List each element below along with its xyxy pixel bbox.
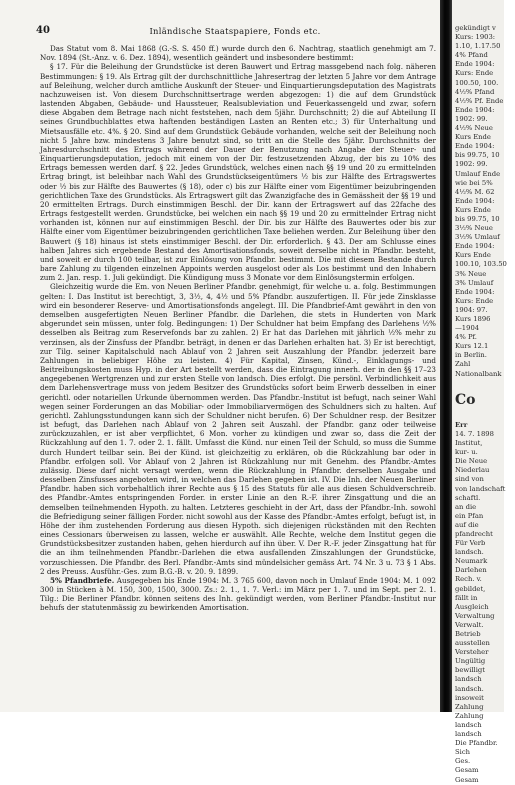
- right-page-line: Ende 1904:: [455, 242, 495, 251]
- right-page-line: 4½% M. 62: [455, 187, 495, 196]
- right-page-line: 1902: 99.: [455, 160, 488, 169]
- right-page-line: fällt in: [455, 593, 478, 602]
- right-page-line: Gesam: [455, 766, 479, 775]
- right-page-line: Zahlung: [455, 711, 484, 720]
- right-page-text: [455, 24, 515, 785]
- right-page-line: Die Neue: [455, 457, 488, 466]
- right-page-line: 1902: 99.: [455, 114, 488, 123]
- right-page-line: Ende 1904:: [455, 287, 495, 296]
- right-page-line: 4½% Neue: [455, 124, 493, 133]
- right-page-line: 1.10, 1.17.50: [455, 42, 501, 51]
- right-page-line: Kurs 1896: [455, 315, 491, 323]
- right-page-line: Kurs Ende: [455, 251, 491, 260]
- page-header: [36, 25, 434, 37]
- right-page-line: 4% Pf.: [455, 333, 477, 342]
- right-page-line: Darlehen: [455, 566, 487, 575]
- right-page-line: insoweit: [455, 693, 484, 702]
- right-page-line: 3½% Neue: [455, 224, 493, 233]
- right-page: [452, 0, 507, 784]
- right-page-line: 4% Pfand: [455, 51, 488, 60]
- right-page-line: 4½% Pfand: [455, 87, 495, 96]
- right-page-line: Betrieb: [455, 630, 481, 638]
- right-page-line: Nationalbank: [455, 369, 502, 378]
- right-page-line: bis 99.75, 10: [455, 151, 500, 160]
- right-page-line: ausstellen: [455, 639, 490, 648]
- right-page-line: Verwaltung: [455, 611, 495, 620]
- right-page-line: pfandrecht: [455, 529, 493, 538]
- paragraph-statute-intro: Das Statut vom 8. Mai 1868 (G.-S. S. 450 ff.) wurde durch den 6. Nachtrag, staatlich genehmigt am 7. Nov. 1894 (St.-Anz. v. 6. Dez. 1894), wesentlich geändert und insbesondere bestimmt:: [40, 44, 436, 63]
- right-page-line: Kurs Ende: [455, 205, 491, 214]
- right-page-line: Zahlung: [455, 702, 484, 711]
- right-page-line: 3% Neue: [455, 269, 487, 278]
- right-page-line: ein Pfan: [455, 511, 484, 520]
- right-page-line: von landschaft: [455, 484, 506, 493]
- paragraph-heading: 5% Pfandbriefe.: [50, 575, 115, 585]
- right-page-line: Kurs 12.1: [455, 342, 489, 351]
- right-page-line: landsch: [455, 730, 482, 739]
- right-page-line: wie bei 5%: [455, 178, 493, 187]
- right-page-line: —1904: [455, 324, 480, 333]
- right-page-line: Niederlau: [455, 466, 490, 475]
- right-page-line: Ungültig: [455, 657, 486, 666]
- right-page-line: Ende 1904:: [455, 196, 495, 205]
- right-page-line: Die Pfandbr.: [455, 739, 498, 748]
- right-page-line: Kurs: Ende: [455, 296, 494, 305]
- right-page-line: bewilligt: [455, 666, 485, 675]
- right-page-line: Sich: [455, 748, 471, 757]
- right-page-line: Kurs: Ende: [455, 69, 494, 78]
- body-text: [40, 44, 436, 704]
- book-gutter: [440, 0, 452, 712]
- right-page-line: landsch.: [455, 684, 484, 693]
- paragraph-new-pfandbriefe: Gleichzeitig wurde die Em. von Neuen Berliner Pfandbr. genehmigt, für welche u. a. folg. Bestimmungen gelten: I. Das Institut ist berechtigt, 3, 3½, 4, 4½ und 5% Pfandbr. auszufertigen. II. Für jede Zinsklasse wird ein besonderer Reserve- und Amortisationsfonds angelegt. III. Die Pfandbrief-Amt gewährt in den von demselben ausgefertigten Neuen Berliner Pfandbr. die Darlehen, die stets in Hunderten von Mark abgerundet sein müssen, unter folg. Bedingungen: 1) Der Schuldner hat beim Empfang des Darlehens ½% desselben als Beitrag zum Reservefonds bar zu zahlen. 2) Er hat das Darlehen mit jährlich ½% mehr zu verzinsen, als der Zinsfuss der Pfandbr. beträgt, in denen er das Darlehen erhalten hat. 3) Er ist berechtigt, zur Tilg. seiner Kapitalschuld nach Ablauf von 2 Jahren seit Auszahlung der Pfandbr. jederzeit bare Zahlungen in beliebiger Höhe zu leisten. 4) Für Kapital, Zinsen, Künd.-, Einklagungs- und Beitreibungskosten muss Hyp. in der Art bestellt werden, dass die Eintragung innerh. der in den §§ 17–23 angegebenen Wertgrenzen und zur ersten Stelle von landsch. Dies erfolgt. Die persönl. Verbindlichkeit aus dem Darlehensvertrage muss von jedem Besitzer des Grundstücks sofort beim Erwerb desselben in einer gerichtl. oder notariellen Urkunde übernommen werden. Das Pfandbr.-Institut ist befugt, nach seiner Wahl wegen seiner Forderungen an das Mobiliar- oder Immobiliarvermögen des Schuldners sich zu halten. Auf gerichtl. Zahlungsstundungen kann sich der Schuldner nicht berufen. 6) Der Schuldner resp. der Besitzer ist befugt, das Darlehen nach Ablauf von 2 Jahren seit Auszahl. der Pfandbr. ganz oder teilweise zurückzuzahlen, er ist aber verpflichtet, 6 Mon. vorher zu kündigen und zwar so, dass die Zeit der Rückzahlung auf den 1. 7. oder 2. 1. fällt. Umfasst die Künd. nur einen Teil der Schuld, so muss die Summe durch Hundert teilbar sein. Bei der Künd. ist gleichzeitig zu erklären, ob die Rückzahlung bar oder in Pfandbr. erfolgen soll. Vor Ablauf von 2 Jahren ist Rückzahlung nur mit Genehm. des Pfandbr.-Amtes zulässig. Diese darf nicht versagt werden, wenn die Rückzahlung in Pfandbr. derselben Ausgabe und desselben Zinsfusses angeboten wird, in welchen das Darlehen gegeben ist. IV. Die Inh. der Neuen Berliner Pfandbr. haben sich vorbehaltlich ihrer Rechte aus § 15 des Statuts für alle aus diesen Schuldverschreib. des Pfandbr.-Amtes entspringenden Forder. in erster Linie an den R.-F. ihrer Zinsgattung und die an demselben teilnehmenden Hypoth. zu halten. Letzteres geschieht in der Art, dass der Pfandbr.-Inh. sowohl die Befriedigung seiner fälligen Forder. nicht sowohl aus der Kasse des Pfandbr.-Amtes erfolgt, befugt ist, in Höhe der ihm zustehenden Forderung aus diesen Hypoth. sich diejenigen rückständen mit den Rechten eines Cessionars überweisen zu lassen, welche er auswählt. Alle Rechte, welche dem Institut gegen die Grundstücksbesitzer zustanden haben, gehen hierdurch auf ihn über. V. Der R.-F. jeder Zinsgattung hat für die an ihm teilnehmenden Pfandbr.-Darlehen die etwa ausfallenden Zinszahlungen der Grundstücke, vorzuschiessen. Die Pfandbr. des Berl. Pfandbr.-Amts sind mündelsicher gemäss Art. 74 Nr. 3 u. 73 § 1 Abs. 2 des Preuss. Ausführ.-Ges. zum B.G.-B. v. 20. 9. 1899.: [40, 282, 436, 576]
- right-page-line: Kurs Ende: [455, 133, 491, 142]
- right-page-line: landsch: [455, 675, 482, 684]
- paragraph-valuation-rules: § 17. Für die Beleihung der Grundstücke ist deren Bauwert und Ertrag massgebend nach folg. näheren Bestimmungen: § 19. Als Ertrag gilt der durchschnittliche Jahresertrag der letzten 5 Jahre vor dem Antrage auf Beleihung, welcher durch amtliche Auskunft der Steuer- und Einquartierungsdeputation des Magistrats nachzuweisen ist. Von diesem Durchschnittsertrage werden abgezogen: 1) die auf dem Grundstück lastenden Abgaben, Gebäude- und Haussteuer, Realsubleviation und Feuerkassengeld und zwar, sofern diese Abgaben dem Betrage nach nicht feststehen, nach dem 5jähr. Durchschnitt; 2) die auf Abteilung II seines Grundbuchblattes etwa haftenden beständigen Lasten an Renten etc.; 3) für Unterhaltung und Mietsausfälle etc. 4%. § 20. Sind auf dem Grundstück Gebäude vorhanden, welche seit der Beleihung noch nicht 5 Jahre bzw. mindestens 3 Jahre benutzt sind, so tritt an die Stelle des 5jähr. Durchschnitts der Jahresdurchschnitt des Ertrags während der Dauer der Benutzung nach Angabe der Steuer- und Einquartierungsdeputation, jedoch mit einem von der Dir. festzusetzenden Abzug, der bis zu 10% des Ertrags bemessen werden darf. § 22. Jedes Grundstück, welches einen nach §§ 19 und 20 zu ermittelnden Ertrag bringt, ist beleihbar nach Wahl des Grundstückseigentümers ½ bis zur Hälfte des Ertragswertes oder ½ bis zur Hälfte des Bauwertes (§ 18), oder c) bis zur Hälfte einer vom Eigentümer beizubringenden gerichtlichen Taxe des Grundstücks. Als Ertragswert gilt das Zwanzigfache des in Gemässheit der §§ 19 und 20 ermittelten Ertrags. Durch einstimmigen Beschl. der Dir. kann der Ertragswert auf das 22fache des Ertrags festgestellt werden. Grundstücke, bei welchen ein nach §§ 19 und 20 zu ermittelnder Ertrag nicht vorhanden ist, können nur auf einstimmigen Beschl. der Dir. bis zur Hälfte des Bauwertes oder bis zur Hälfte einer vom Eigentümer beizubringenden gerichtlichen Taxe beliehen werden. Zur Beleihung über den Bauwert (§ 18) hinaus ist stets einstimmiger Beschl. der Dir. erforderlich. § 43. Der am Schlusse eines halben Jahres sich ergebende Bestand des Amortisationsfonds, soweit derselbe nicht in Pfandbr. besteht, und soweit er durch 100 teilbar, ist zur Einlösung von Pfandbr. bestimmt. Die mit diesem Bestande durch bare Zahlung zu tilgenden einzelnen Appoints werden ausgelost oder als Los bestimmt und den Inhabern zum 2. Jan. resp. 1. Juli gekündigt. Die Kündigung muss 3 Monate vor dem Einlösungstermin erfolgen.: [40, 62, 436, 283]
- right-page-line: 3% Umlauf: [455, 278, 494, 287]
- right-page-line: [455, 379, 515, 388]
- right-page-line: Ende 1904:: [455, 105, 495, 114]
- right-page-line: Verwalt.: [455, 620, 484, 629]
- right-page-line: Kurs: 1903:: [455, 33, 496, 42]
- right-page-line: Für Verb: [455, 539, 486, 548]
- right-page-line: Gesam: [455, 775, 479, 784]
- page-number: 40: [36, 25, 50, 36]
- right-page-line: bis 99.75, 10: [455, 214, 500, 223]
- right-page-line: in Berlin.: [455, 351, 487, 360]
- right-page-line: [455, 412, 515, 421]
- right-page-line: gekündigt v: [455, 24, 496, 32]
- right-page-line: kur- u.: [455, 448, 478, 457]
- right-page-line: landsch.: [455, 548, 484, 557]
- right-page-line: landsch: [455, 720, 482, 729]
- right-page-line: Rech. v.: [455, 575, 482, 584]
- right-page-line: 4½% Pf. Ende: [455, 96, 504, 105]
- right-page-line: sind von: [455, 475, 484, 484]
- right-page-line: Ende 1904:: [455, 142, 495, 151]
- right-page-line: Err: [455, 420, 468, 429]
- right-page-line: Institut,: [455, 439, 483, 448]
- right-page-line: Ges.: [455, 757, 471, 766]
- running-title: Inländische Staatspapiere, Fonds etc.: [149, 26, 321, 36]
- right-page-line: schaftl.: [455, 493, 481, 502]
- right-page-line: Neumark: [455, 557, 488, 566]
- right-page-line: 1904: 97.: [455, 305, 488, 314]
- right-page-line: gebildet,: [455, 584, 486, 593]
- paragraph-five-percent-pfandbriefe: 5% Pfandbriefe. Ausgegeben bis Ende 1904: M. 3 765 600, davon noch in Umlauf Ende 1904: M. 1 092 300 in Stücken à M. 150, 300, 1500, 3000. Zs.: 2. 1., 1. 7. Verl.: im März per 1. 7. und im Sept. per 2. 1. Tilg.: Die Berliner Pfandbr. können seitens des Inh. gekündigt werden, vom Berliner Pfandbr.-Institut nur behufs der statutenmässig zu bewirkenden Amortisation.: [40, 575, 436, 613]
- right-page-line: Umlauf Ende: [455, 169, 501, 178]
- right-page-line: 100.10, 103.50: [455, 260, 507, 269]
- right-page-line: an die: [455, 502, 477, 511]
- right-page-line: Co: [455, 391, 476, 408]
- right-page-line: 3½% Umlauf: [455, 233, 500, 242]
- right-page-line: 100.50, 100.: [455, 78, 499, 87]
- right-page-line: Ausgleich: [455, 602, 489, 611]
- right-page-line: auf die: [455, 520, 479, 529]
- right-page-line: Zahl: [455, 360, 471, 369]
- right-page-line: 14. 7. 1898: [455, 429, 494, 438]
- right-page-line: Ende 1904:: [455, 60, 495, 69]
- right-page-line: Versteher: [455, 648, 489, 657]
